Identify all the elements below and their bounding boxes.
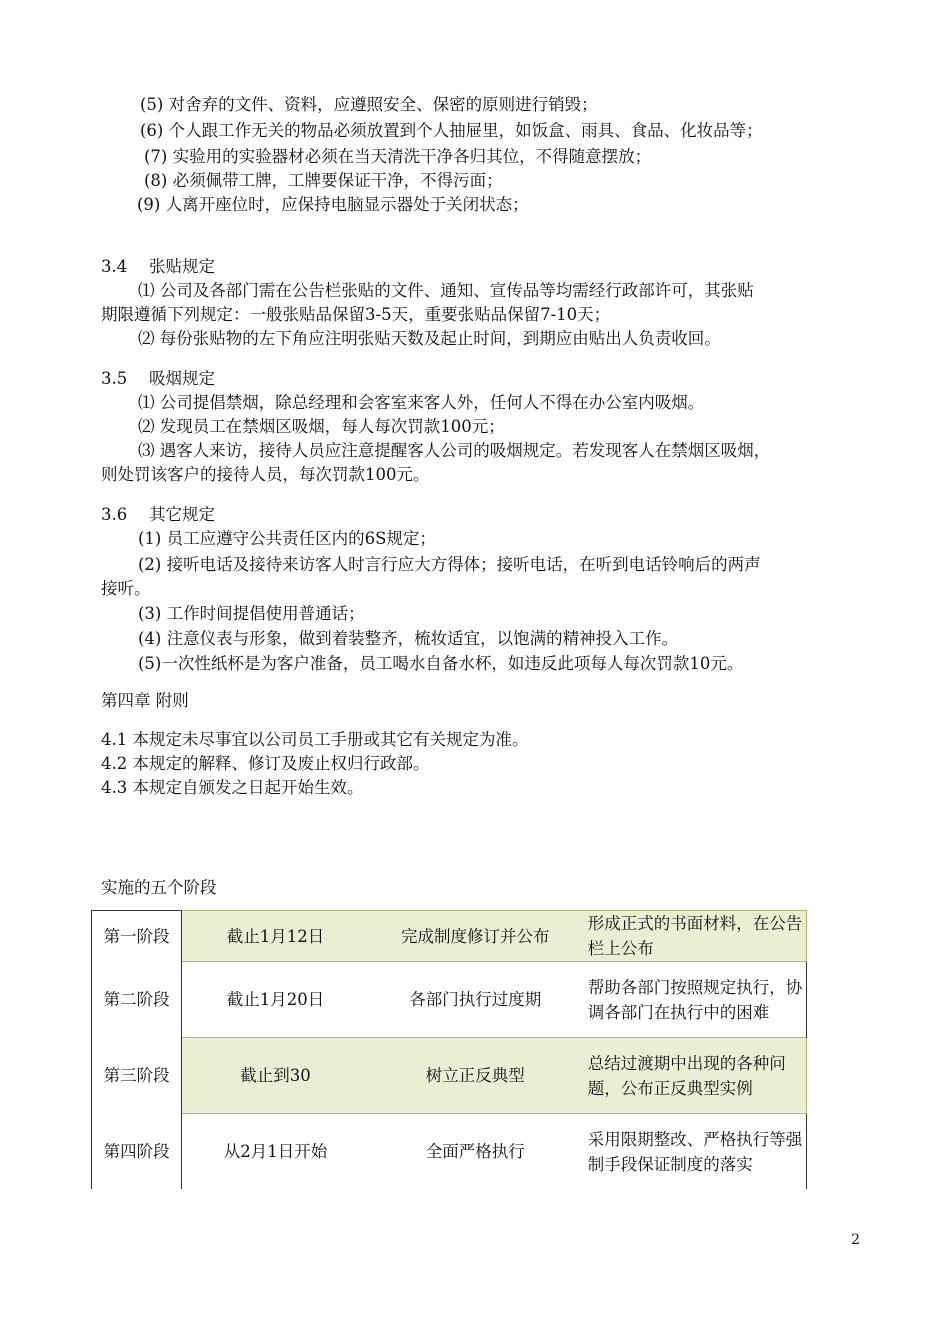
task-cell: 树立正反典型 (369, 1038, 582, 1114)
note-cell: 采用限期整改、严格执行等强制手段保证制度的落实 (582, 1114, 807, 1190)
rule-item-7: (7) 实验用的实验器材必须在当天清洗干净各归其位，不得随意摆放； (144, 147, 652, 166)
section-title: 张贴规定 (149, 257, 215, 276)
smoking-rule-3a: ⑶ 遇客人来访，接待人员应注意提醒客人公司的吸烟规定。若发现客人在禁烟区吸烟， (138, 441, 771, 460)
rule-item-9: (9) 人离开座位时，应保持电脑显示器处于关闭状态； (137, 195, 529, 214)
task-cell: 完成制度修订并公布 (369, 911, 582, 962)
table-row (92, 962, 807, 1038)
other-rule-5: (5)一次性纸杯是为客户准备，员工喝水自备水杯，如违反此项每人每次罚款10元。 (138, 654, 744, 673)
note-cell: 帮助各部门按照规定执行，协调各部门在执行中的困难 (582, 962, 807, 1038)
posting-rule-2: ⑵ 每份张贴物的左下角应注明张贴天数及起止时间，到期应由贴出人负责收回。 (138, 329, 721, 348)
phases-title: 实施的五个阶段 (101, 878, 217, 897)
other-rule-2a: (2) 接听电话及接待来访客人时言行应大方得体；接听电话，在听到电话铃响后的两声 (138, 555, 761, 574)
table-row (92, 1114, 807, 1190)
date-cell: 截止1月20日 (182, 962, 369, 1038)
stage-cell: 第三阶段 (92, 1038, 182, 1114)
posting-rule-1b: 期限遵循下列规定：一般张贴品保留3-5天，重要张贴品保留7-10天； (101, 305, 611, 324)
smoking-rule-1: ⑴ 公司提倡禁烟，除总经理和会客室来客人外，任何人不得在办公室内吸烟。 (138, 393, 705, 412)
other-rule-3: (3) 工作时间提倡使用普通话； (138, 604, 365, 623)
stage-cell: 第一阶段 (92, 911, 182, 962)
section-title: 吸烟规定 (149, 369, 215, 388)
other-rule-2b: 接听。 (101, 579, 151, 598)
section-3-5-heading (101, 366, 215, 392)
section-number: 3.5 (101, 369, 128, 388)
rule-item-5: (5) 对舍弃的文件、资料，应遵照安全、保密的原则进行销毁； (140, 95, 598, 114)
date-cell: 截止1月12日 (182, 911, 369, 962)
article-4-1: 4.1 本规定未尽事宜以公司员工手册或其它有关规定为准。 (101, 730, 529, 749)
table-row (92, 1038, 807, 1114)
section-number: 3.4 (101, 257, 128, 276)
section-number: 3.6 (101, 505, 128, 524)
rule-item-8: (8) 必须佩带工牌，工牌要保证干净，不得污面； (144, 171, 503, 190)
date-cell: 从2月1日开始 (182, 1114, 369, 1190)
other-rule-1: (1) 员工应遵守公共责任区内的6S规定； (138, 529, 436, 548)
section-title: 其它规定 (149, 505, 215, 524)
phases-table (91, 910, 807, 1189)
table-row (92, 911, 807, 962)
smoking-rule-2: ⑵ 发现员工在禁烟区吸烟，每人每次罚款100元； (138, 417, 505, 436)
task-cell: 全面严格执行 (369, 1114, 582, 1190)
article-4-2: 4.2 本规定的解释、修订及废止权归行政部。 (101, 754, 430, 773)
page-number: 2 (851, 1232, 860, 1248)
stage-cell: 第四阶段 (92, 1114, 182, 1190)
task-cell: 各部门执行过度期 (369, 962, 582, 1038)
article-4-3: 4.3 本规定自颁发之日起开始生效。 (101, 778, 364, 797)
date-cell: 截止到30 (182, 1038, 369, 1114)
smoking-rule-3b: 则处罚该客户的接待人员，每次罚款100元。 (101, 465, 430, 484)
section-3-4-heading (101, 254, 215, 280)
rule-item-6: (6) 个人跟工作无关的物品必须放置到个人抽屉里，如饭盒、雨具、食品、化妆品等； (140, 121, 763, 140)
note-cell: 总结过渡期中出现的各种问题，公布正反典型实例 (582, 1038, 807, 1114)
posting-rule-1a: ⑴ 公司及各部门需在公告栏张贴的文件、通知、宣传品等均需经行政部许可，其张贴 (138, 281, 754, 300)
chapter-4-title: 第四章 附则 (101, 691, 189, 710)
section-3-6-heading (101, 502, 215, 528)
note-cell: 形成正式的书面材料，在公告栏上公布 (582, 911, 807, 962)
other-rule-4: (4) 注意仪表与形象，做到着装整齐，梳妆适宜，以饱满的精神投入工作。 (138, 629, 679, 648)
stage-cell: 第二阶段 (92, 962, 182, 1038)
